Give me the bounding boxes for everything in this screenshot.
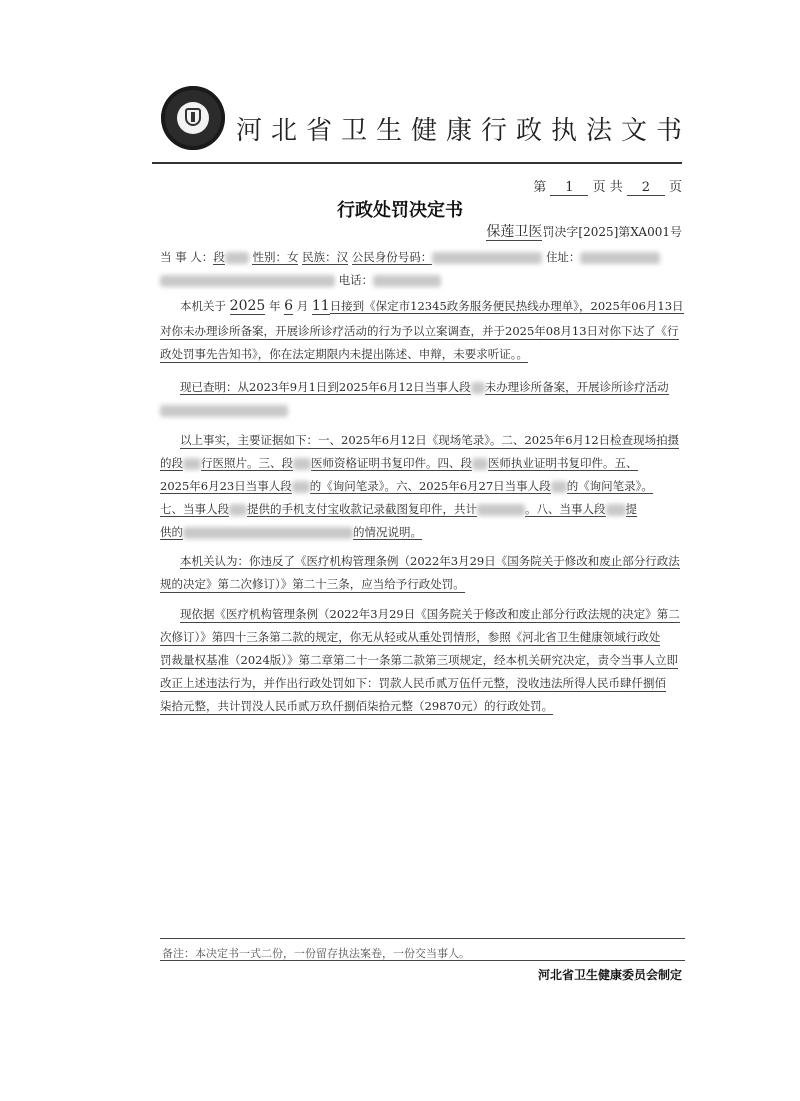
header-title: 河北省卫生健康行政执法文书	[236, 116, 692, 146]
p3-l2a: 的段	[160, 456, 183, 470]
redaction	[477, 504, 525, 516]
p3-l5a: 供的	[160, 525, 183, 539]
p5-line-4: 改正上述违法行为，并作出行政处罚如下：罚款人民币贰万伍仟元整，没收违法所得人民币肆仟捌佰	[160, 676, 666, 690]
p1-m: 月	[296, 299, 309, 313]
p5-line-2: 次修订）》第四十三条第二款的规定，你无从轻或从重处罚情形，参照《河北省卫生健康领域行政处	[160, 630, 661, 644]
p1-y: 年	[268, 299, 281, 313]
redaction	[183, 527, 353, 539]
p3-l2b: 行医照片。三、段	[201, 456, 293, 470]
redaction	[292, 481, 310, 493]
p3-l2d: 医师执业证明书复印件。五、	[488, 456, 638, 470]
p3-l4d: 提	[625, 502, 637, 516]
page-current: 1	[550, 180, 588, 196]
doc-number-printed: 罚决字[2025]第XA001号	[542, 225, 682, 239]
header-rule	[152, 162, 682, 164]
p3-l4a: 七、当事人段	[160, 502, 229, 516]
p3-line-1: 以上事实，主要证据如下：一、2025年6月12日《现场笔录》。二、2025年6月12日检查现场拍摄	[180, 433, 680, 447]
party-id-label: 公民身份号码：	[351, 250, 433, 264]
footer-rule-top	[160, 938, 685, 939]
redaction	[293, 458, 311, 470]
footer-org: 河北省卫生健康委员会制定	[537, 968, 682, 982]
p1-d: 日接到《保定市12345政务服务便民热线办理单》，2025年06月13日	[329, 299, 684, 313]
footer-rule-bottom	[160, 960, 685, 961]
footer-note: 备注：本决定书一式二份，一份留存执法案卷，一份交当事人。	[162, 947, 470, 960]
redaction	[472, 458, 488, 470]
p3-line-3	[160, 478, 653, 494]
p4-line-1	[180, 553, 680, 569]
p3-line-4	[160, 501, 637, 517]
p3-line-5	[160, 524, 422, 540]
redaction	[183, 458, 201, 470]
p3-l3a: 2025年6月23日当事人段	[160, 479, 292, 493]
page-info	[533, 176, 682, 196]
p3-l3b: 的《询问笔录》。六、2025年6月27日当事人段	[309, 479, 551, 493]
p4-line-2: 规的决定》第二次修订）》第二十三条，应当给予行政处罚。	[160, 577, 465, 591]
p3-l2c: 医师资格证明书复印件。四、段	[311, 456, 472, 470]
p3-l4c: 。八、当事人段	[525, 502, 606, 516]
redaction	[580, 252, 660, 264]
p3-l4b: 提供的手机支付宝收款记录截图复印件，共计	[247, 502, 477, 516]
redaction	[373, 275, 441, 287]
p1-day: 11	[311, 298, 330, 314]
redaction	[606, 504, 626, 516]
redaction	[471, 382, 485, 394]
page-middle: 页 共	[592, 180, 623, 195]
p1-month: 6	[284, 298, 294, 314]
doc-title: 行政处罚决定书	[337, 200, 463, 221]
party-address-label: 住址：	[545, 250, 581, 264]
p2-line-2	[160, 402, 288, 418]
p3-line-2	[160, 455, 638, 471]
party-ethnicity: 民族：汉	[302, 250, 349, 264]
redaction	[229, 504, 247, 516]
redaction	[432, 252, 542, 264]
p3-l5b: 的情况说明。	[353, 525, 422, 539]
redaction	[225, 252, 249, 264]
p2-line-1	[180, 379, 669, 395]
p2-l1a: 现已查明：从2023年9月1日到2025年6月12日当事人段	[180, 380, 471, 394]
p1-line-3: 政处罚事先告知书》，你在法定期限内未提出陈述、申辩，未要求听证。。	[160, 347, 528, 361]
p2-l1b: 未办理诊所备案，开展诊所诊疗活动	[484, 380, 669, 394]
party-line-1	[160, 249, 660, 265]
redaction	[160, 275, 335, 287]
health-enforcement-emblem-icon	[161, 86, 225, 150]
redaction	[551, 481, 567, 493]
page-total: 2	[627, 180, 665, 196]
party-phone-label: 电话：	[338, 273, 374, 287]
p5-line-1: 现依据《医疗机构管理条例（2022年3月29日《国务院关于修改和废止部分行政法规的决定》第二	[180, 607, 680, 621]
p3-l3c: 的《询问笔录》。	[566, 479, 653, 493]
p5-line-5: 柒拾元整，共计罚没人民币贰万玖仟捌佰柒拾元整（29870元）的行政处罚。	[160, 699, 554, 713]
p1-year: 2025	[229, 298, 266, 314]
doc-number	[486, 221, 682, 241]
party-label: 当 事 人：	[160, 250, 214, 264]
party-name: 段	[213, 250, 225, 264]
redaction	[160, 405, 288, 417]
p5-line-3: 罚裁量权基准（2024版）》第二章第二十一条第二款第三项规定，经本机关研究决定，责令当事人立即	[160, 653, 679, 667]
p1-pre: 本机关于	[180, 299, 226, 313]
party-line-2	[160, 272, 441, 288]
page-prefix: 第	[533, 180, 547, 195]
p1-line-2: 对你未办理诊所备案，开展诊所诊疗活动的行为予以立案调查，并于2025年08月13日对你下达了《行	[160, 324, 679, 338]
p1-line-1	[180, 298, 684, 314]
page-suffix: 页	[668, 180, 682, 195]
party-gender: 性别：女	[252, 250, 299, 264]
doc-number-handwritten: 保莲卫医	[486, 224, 543, 240]
p4-l1: 本机关认为：你违反了《医疗机构管理条例（2022年3月29日《国务院关于修改和废止部分行政法	[180, 554, 680, 568]
